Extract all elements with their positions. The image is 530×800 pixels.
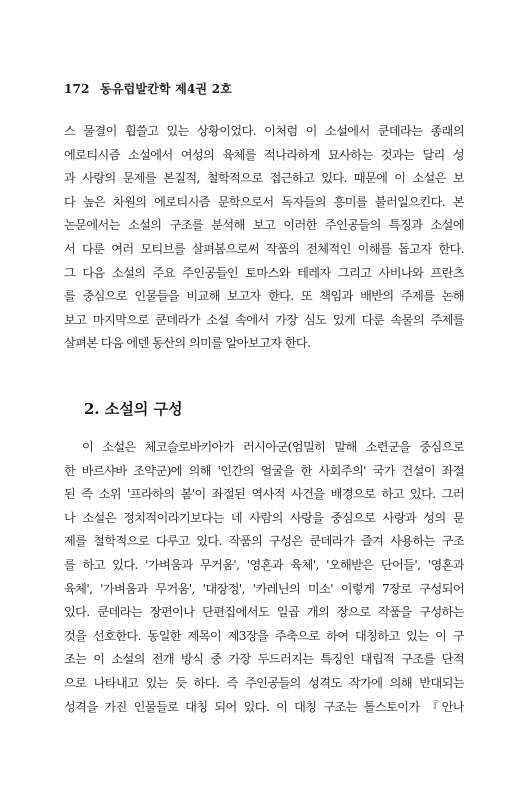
text-line: 서 다룬 여러 모티브를 살펴봄으로써 작품의 전체적인 이해를 돕고자 한다. bbox=[64, 241, 464, 256]
text-line: 성격을 가진 인물들로 대칭 되어 있다. 이 대칭 구조는 톨스토이가 『안나 bbox=[64, 699, 464, 714]
text-line: 으로 나타내고 있는 듯 하다. 즉 주인공들의 성격도 작가에 의해 반대되는 bbox=[64, 675, 464, 690]
text-line: 이 소설은 체코슬로바키아가 러시아군(엄밀히 말해 소련군을 중심으로 bbox=[82, 440, 464, 454]
journal-title: 동유럽발칸학 제4권 2호 bbox=[100, 82, 233, 96]
text-line: 육체', '가벼움과 무거움', '대장정', '카레닌의 미소' 이렇게 7장로 구성되어 bbox=[64, 581, 464, 596]
section-heading: 2. 소설의 구성 bbox=[84, 400, 183, 418]
text-line: 논문에서는 소설의 구조를 분석해 보고 이러한 주인공들의 특징과 소설에 bbox=[64, 218, 464, 233]
text-line: 나 소설은 정치적이라기보다는 네 사람의 사랑을 중심으로 사랑과 성의 문 bbox=[64, 510, 464, 525]
running-header bbox=[64, 80, 232, 97]
text-line: 에로티시즘 소설에서 여성의 육체를 적나라하게 묘사하는 것과는 달리 성 bbox=[64, 147, 464, 162]
text-line: 것을 선호한다. 동일한 제목이 제3장을 주축으로 하여 대칭하고 있는 이 구 bbox=[64, 628, 464, 643]
text-line: 된 즉 소위 '프라하의 봄'이 좌절된 역사적 사건을 배경으로 하고 있다. 그러 bbox=[64, 487, 464, 502]
text-line: 있다. 쿤데라는 장편이나 단편집에서도 일곱 개의 장으로 작품을 구성하는 bbox=[64, 605, 464, 620]
text-line: 다 높은 차원의 에로티시즘 문학으로서 독자들의 흥미를 불러일으킨다. 본 bbox=[64, 194, 464, 209]
text-line: 를 하고 있다. '가벼움과 무거움', '영혼과 육체', '오해받은 단어들', '영혼과 bbox=[64, 557, 464, 572]
text-line: 스 물결이 휩쓸고 있는 상황이었다. 이처럼 이 소설에서 쿤데라는 종래의 bbox=[64, 124, 464, 138]
text-line: 를 중심으로 인물들을 비교해 보고자 한다. 또 책임과 배반의 주제를 논해 bbox=[64, 289, 464, 304]
text-line: 그 다음 소설의 주요 주인공들인 토마스와 테레자 그리고 사비나와 프란츠 bbox=[64, 265, 464, 280]
text-line: 조는 이 소설의 전개 방식 중 가장 두드러지는 특징인 대립적 구조를 단적 bbox=[64, 652, 464, 667]
section-paragraph bbox=[64, 436, 464, 719]
text-line: 과 사랑의 문제를 본질적, 철학적으로 접근하고 있다. 때문에 이 소설은 보 bbox=[64, 171, 464, 186]
text-line: 살펴본 다음 에덴 동산의 의미를 알아보고자 한다. bbox=[64, 336, 311, 351]
text-line: 보고 마지막으로 쿤데라가 소설 속에서 가장 심도 있게 다룬 속물의 주제를 bbox=[64, 312, 464, 327]
page-number: 172 bbox=[64, 82, 90, 96]
intro-paragraph bbox=[64, 120, 464, 356]
text-line: 한 바르샤바 조약군)에 의해 '인간의 얼굴을 한 사회주의' 국가 건설이 좌절 bbox=[64, 463, 464, 478]
text-line: 제를 철학적으로 다루고 있다. 작품의 구성은 쿤데라가 즐겨 사용하는 구조 bbox=[64, 534, 464, 549]
